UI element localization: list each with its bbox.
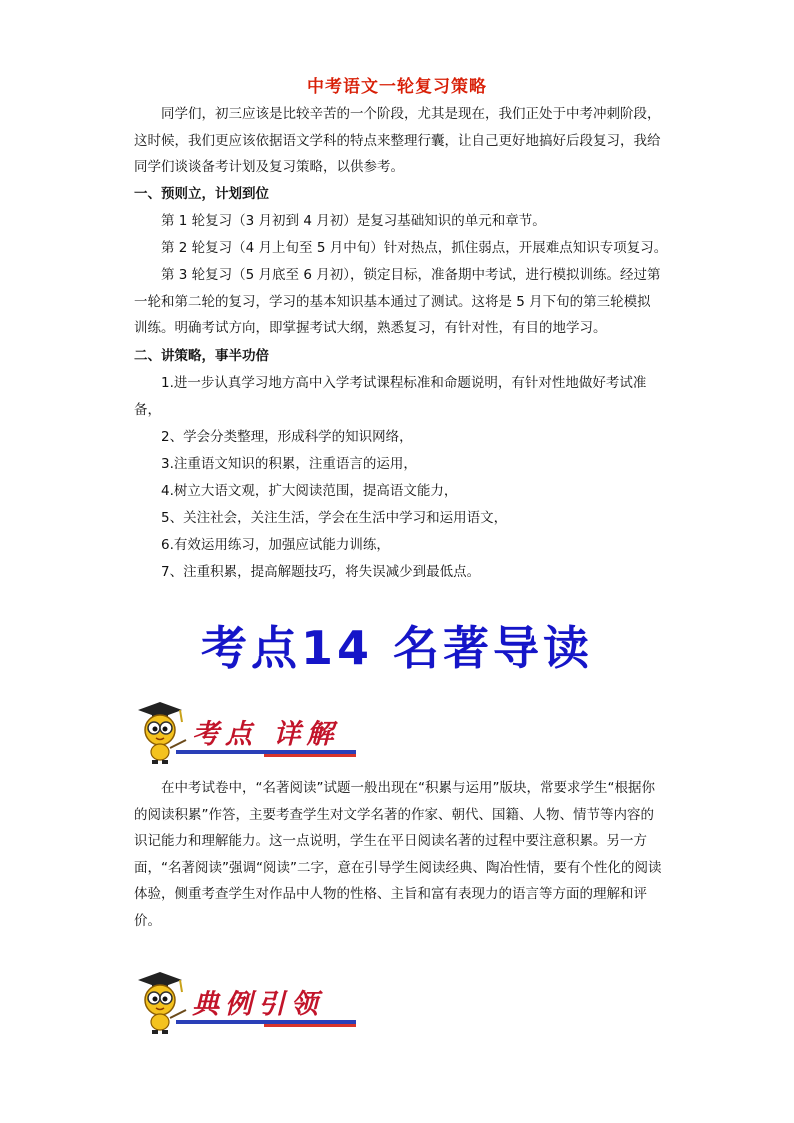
banner-title: 典例引领 xyxy=(192,989,324,1020)
section1-heading: 一、预则立，计划到位 xyxy=(134,186,269,202)
strategy-item: 7、注重积累，提高解题技巧，将失误减少到最低点。 xyxy=(161,564,481,580)
strategy-item: 2、学会分类整理，形成科学的知识网络， xyxy=(161,429,413,445)
round2-text: 第 2 轮复习（4 月上旬至 5 月中旬）针对热点，抓住弱点，开展难点知识专项复习。 xyxy=(161,240,668,256)
owl-graduate-icon xyxy=(134,970,190,1036)
banner-underline-accent xyxy=(264,1024,356,1027)
strategy-item: 3.注重语文知识的积累，注重语言的运用， xyxy=(161,456,417,472)
banner-title: 考点 详解 xyxy=(192,719,340,750)
topic-title: 考点14 名著导读 xyxy=(200,621,594,675)
strategy-item: 1.进一步认真学习地方高中入学考试课程标准和命题说明，有针对性地做好考试准备， xyxy=(134,375,647,418)
round3-text: 第 3 轮复习（5 月底至 6 月初），锁定目标，准备期中考试，进行模拟训练。经过第一轮和第二轮的复习，学习的基本知识基本通过了测试。这将是 5 月下旬的第三轮模拟训练。明确考试方向，即掌握考试大纲，熟悉复习，有针对性，有目的地学习。 xyxy=(134,267,661,336)
explanation-paragraph: 在中考试卷中，“名著阅读”试题一般出现在“积累与运用”版块，常要求学生“根据你的阅读积累”作答，主要考查学生对文学名著的作家、朝代、国籍、人物、情节等内容的识记能力和理解能力。这一点说明，学生在平日阅读名著的过程中要注意积累。另一方面，“名著阅读”强调“阅读”二字，意在引导学生阅读经典、陶冶性情，要有个性化的阅读体验，侧重考查学生对作品中人物的性格、主旨和富有表现力的语言等方面的理解和评价。 xyxy=(134,780,662,929)
strategy-item: 5、关注社会，关注生活，学会在生活中学习和运用语文， xyxy=(161,510,508,526)
strategy-item: 4.树立大语文观，扩大阅读范围，提高语文能力， xyxy=(161,483,458,499)
banner-underline-accent xyxy=(264,754,356,757)
owl-graduate-icon xyxy=(134,700,190,766)
section2-heading: 二、讲策略，事半功倍 xyxy=(134,348,269,364)
section-banner-detail xyxy=(134,700,360,768)
section-banner-examples xyxy=(134,970,360,1038)
intro-paragraph: 同学们，初三应该是比较辛苦的一个阶段，尤其是现在，我们正处于中考冲刺阶段，这时候，我们更应该依据语文学科的特点来整理行囊，让自己更好地搞好后段复习，我给同学们谈谈备考计划及复习策略，以供参考。 xyxy=(134,106,661,175)
document-title: 中考语文一轮复习策略 xyxy=(307,77,487,97)
strategy-item: 6.有效运用练习，加强应试能力训练， xyxy=(161,537,390,553)
round1-text: 第 1 轮复习（3 月初到 4 月初）是复习基础知识的单元和章节。 xyxy=(161,213,546,229)
